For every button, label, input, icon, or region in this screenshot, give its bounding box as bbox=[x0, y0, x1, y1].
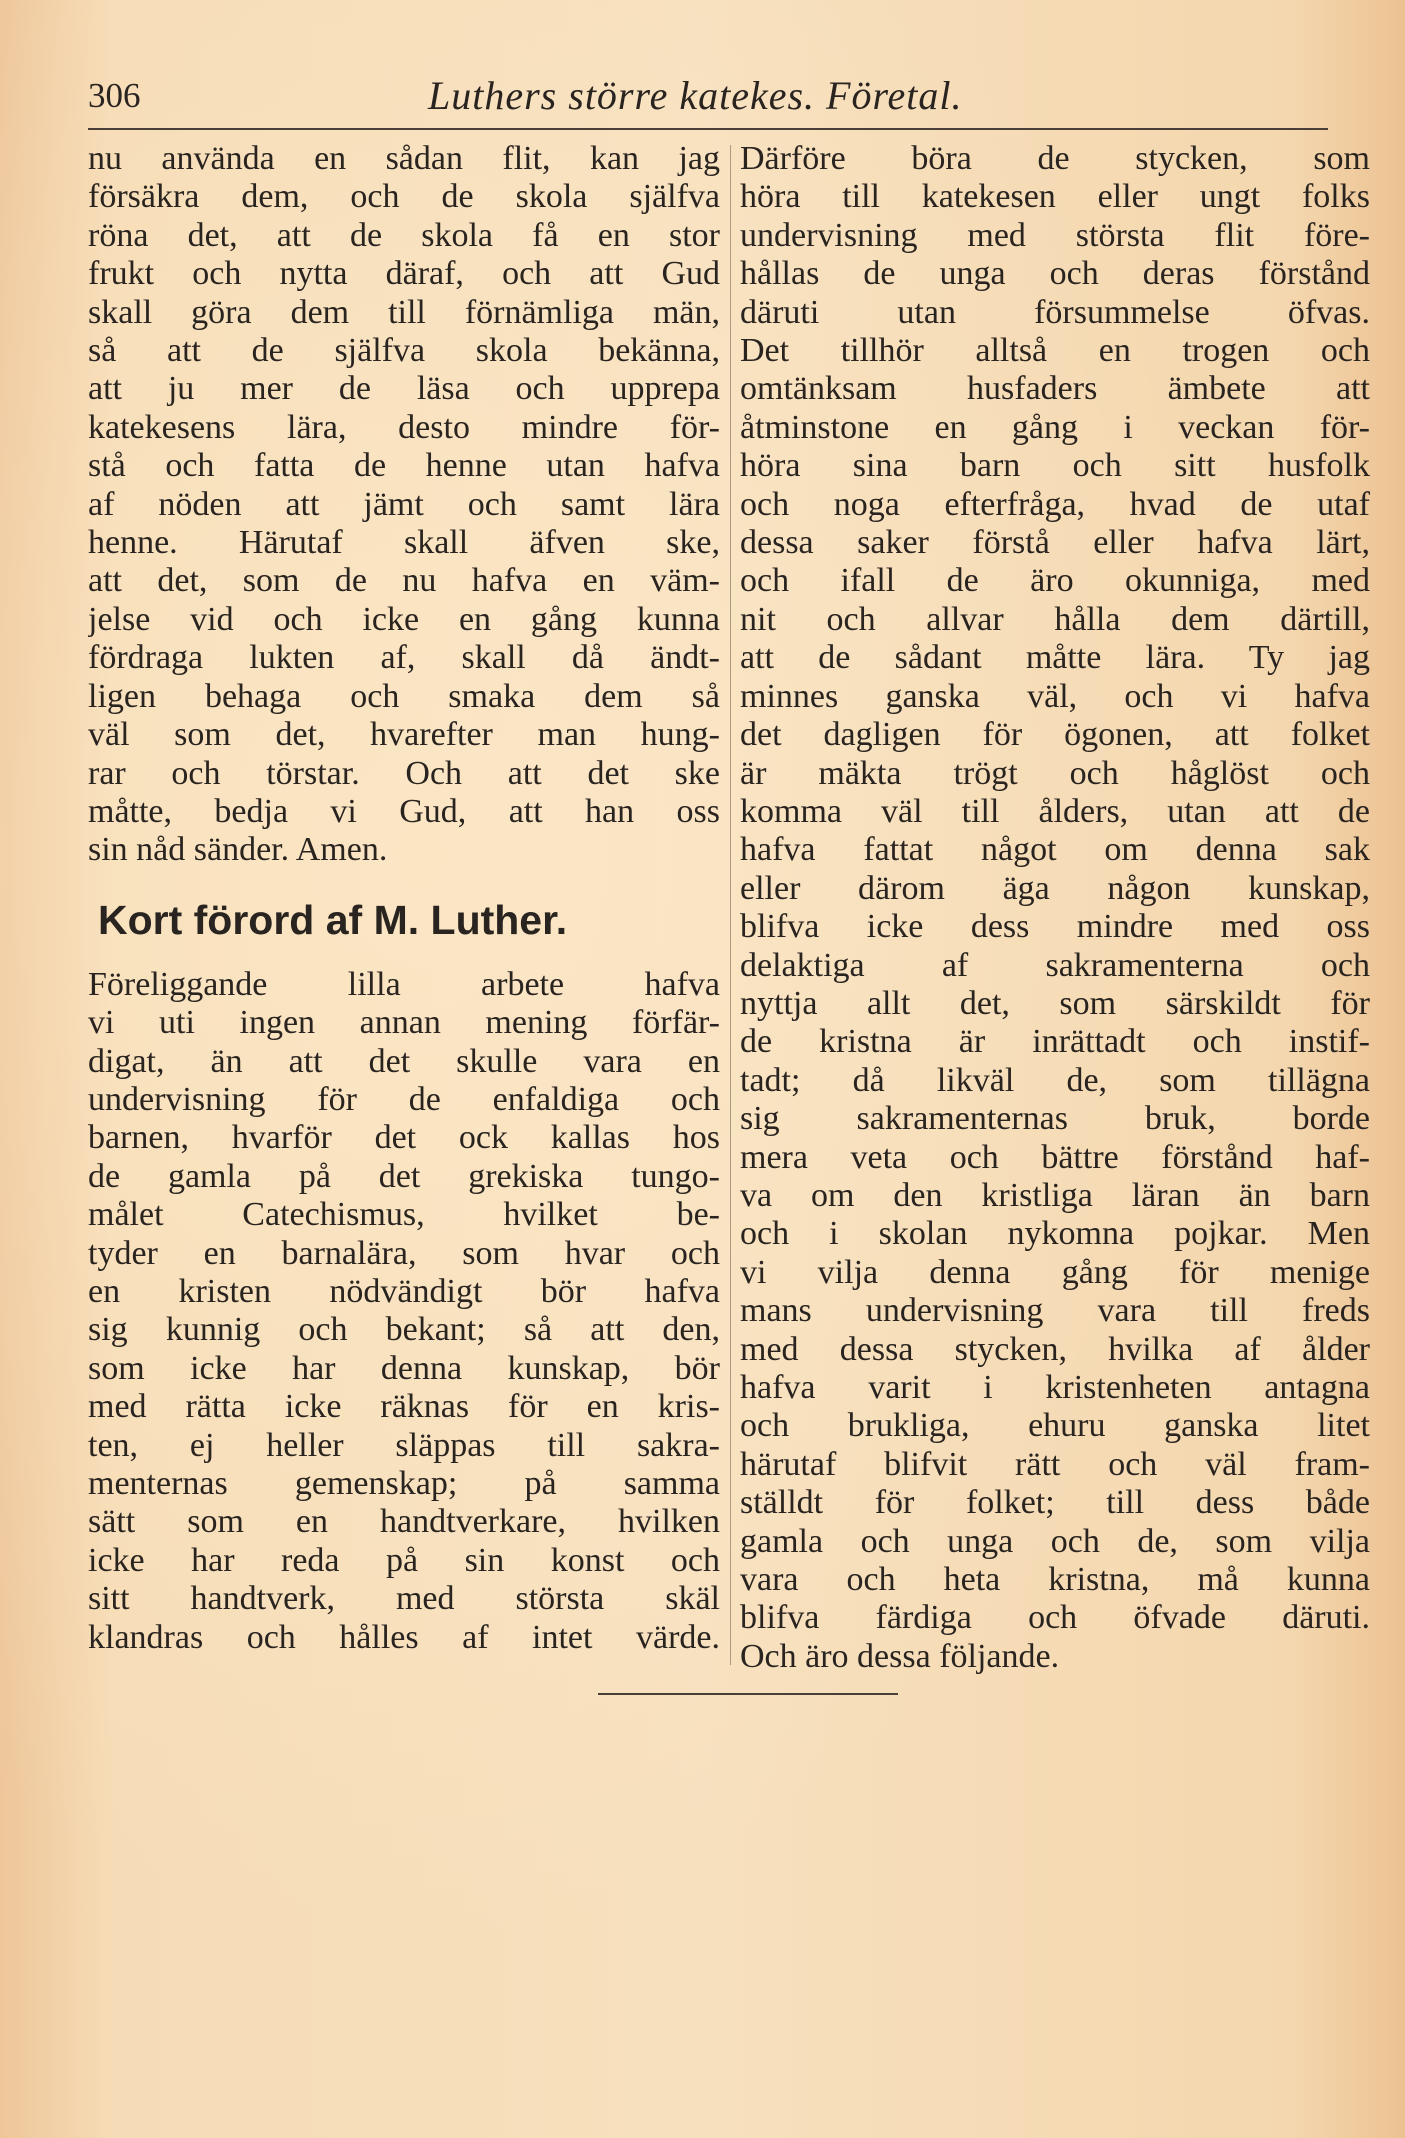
left-column-text-top bbox=[88, 140, 720, 870]
text-line: undervisning med största flit före- bbox=[740, 216, 1370, 254]
text-line: Föreliggande lilla arbete hafva bbox=[88, 965, 720, 1003]
section-heading: Kort förord af M. Luther. bbox=[98, 896, 568, 943]
right-column-text bbox=[740, 140, 1370, 1676]
text-line: åtminstone en gång i veckan för- bbox=[740, 408, 1370, 446]
text-line: omtänksam husfaders ämbete att bbox=[740, 370, 1370, 408]
text-line: mera veta och bättre förstånd haf- bbox=[740, 1138, 1370, 1176]
text-line: och i skolan nykomna pojkar. Men bbox=[740, 1215, 1370, 1253]
text-line: väl som det, hvarefter man hung- bbox=[88, 716, 720, 754]
left-column bbox=[88, 140, 720, 1657]
text-line: eller därom äga någon kunskap, bbox=[740, 869, 1370, 907]
text-line: och noga efterfråga, hvad de utaf bbox=[740, 485, 1370, 523]
text-line: icke har reda på sin konst och bbox=[88, 1541, 720, 1579]
text-line: katekesens lära, desto mindre för- bbox=[88, 408, 720, 446]
text-line: delaktiga af sakramenterna och bbox=[740, 946, 1370, 984]
page-number: 306 bbox=[88, 76, 141, 115]
right-column bbox=[740, 140, 1370, 1676]
text-line: af nöden att jämt och samt lära bbox=[88, 485, 720, 523]
text-line: med dessa stycken, hvilka af ålder bbox=[740, 1330, 1370, 1368]
text-line: fördraga lukten af, skall då ändt- bbox=[88, 639, 720, 677]
text-line: däruti utan försummelse öfvas. bbox=[740, 293, 1370, 331]
text-line: digat, än att det skulle vara en bbox=[88, 1042, 720, 1080]
text-line: och brukliga, ehuru ganska litet bbox=[740, 1407, 1370, 1445]
page-header bbox=[88, 72, 1328, 130]
text-line: stå och fatta de henne utan hafva bbox=[88, 447, 720, 485]
text-line: Därföre böra de stycken, som bbox=[740, 140, 1370, 177]
text-line: målet Catechismus, hvilket be- bbox=[88, 1196, 720, 1234]
text-line: som icke har denna kunskap, bör bbox=[88, 1349, 720, 1387]
text-line: så att de själfva skola bekänna, bbox=[88, 332, 720, 370]
text-line: vi vilja denna gång för menige bbox=[740, 1253, 1370, 1291]
text-line: hafva varit i kristenheten antagna bbox=[740, 1369, 1370, 1406]
text-line: och ifall de äro okunniga, med bbox=[740, 562, 1370, 600]
text-line: ten, ej heller släppas till sakra- bbox=[88, 1426, 720, 1464]
text-line: frukt och nytta däraf, och att Gud bbox=[88, 255, 720, 293]
text-line: skall göra dem till förnämliga män, bbox=[88, 293, 720, 331]
text-line: härutaf blifvit rätt och väl fram- bbox=[740, 1445, 1370, 1483]
text-line: rar och törstar. Och att det ske bbox=[88, 754, 720, 792]
text-line: nit och allvar hålla dem därtill, bbox=[740, 600, 1370, 638]
text-line: gamla och unga och de, som vilja bbox=[740, 1522, 1370, 1560]
text-line: måtte, bedja vi Gud, att han oss bbox=[88, 792, 720, 830]
end-rule bbox=[598, 1693, 898, 1695]
text-line: ligen behaga och smaka dem så bbox=[88, 677, 720, 715]
text-line: Det tillhör alltså en trogen och bbox=[740, 332, 1370, 370]
left-column-text-bottom bbox=[88, 966, 720, 1657]
text-line: att de sådant måtte lära. Ty jag bbox=[740, 639, 1370, 677]
text-line: röna det, att de skola få en stor bbox=[88, 216, 720, 254]
text-line: nu använda en sådan flit, kan jag bbox=[88, 140, 720, 177]
text-line: sitt handtverk, med största skäl bbox=[88, 1580, 720, 1618]
text-line: vara och heta kristna, må kunna bbox=[740, 1561, 1370, 1599]
text-line: tadt; då likväl de, som tillägna bbox=[740, 1061, 1370, 1099]
text-line: sig sakramenternas bruk, borde bbox=[740, 1100, 1370, 1138]
text-line: tyder en barnalära, som hvar och bbox=[88, 1234, 720, 1272]
text-line: menternas gemenskap; på samma bbox=[88, 1465, 720, 1502]
text-line: vi uti ingen annan mening förfär- bbox=[88, 1004, 720, 1042]
text-line: blifva icke dess mindre med oss bbox=[740, 908, 1370, 946]
text-line: mans undervisning vara till freds bbox=[740, 1292, 1370, 1330]
text-line: klandras och hålles af intet värde. bbox=[88, 1618, 720, 1656]
text-line: de gamla på det grekiska tungo- bbox=[88, 1157, 720, 1195]
text-line: komma väl till ålders, utan att de bbox=[740, 792, 1370, 830]
text-line: sin nåd sänder. Amen. bbox=[88, 831, 388, 869]
text-line: blifva färdiga och öfvade däruti. bbox=[740, 1599, 1370, 1637]
text-line: minnes ganska väl, och vi hafva bbox=[740, 677, 1370, 715]
text-line: det dagligen för ögonen, att folket bbox=[740, 716, 1370, 754]
text-line: att det, som de nu hafva en väm- bbox=[88, 562, 720, 600]
column-divider bbox=[730, 145, 731, 1665]
text-line: jelse vid och icke en gång kunna bbox=[88, 600, 720, 638]
text-line: att ju mer de läsa och upprepa bbox=[88, 370, 720, 408]
text-line: hållas de unga och deras förstånd bbox=[740, 255, 1370, 293]
text-line: försäkra dem, och de skola själfva bbox=[88, 178, 720, 216]
text-line: de kristna är inrättadt och instif- bbox=[740, 1023, 1370, 1061]
text-line: med rätta icke räknas för en kris- bbox=[88, 1388, 720, 1426]
text-line: barnen, hvarför det ock kallas hos bbox=[88, 1119, 720, 1157]
text-line: henne. Härutaf skall äfven ske, bbox=[88, 524, 720, 562]
text-line: höra till katekesen eller ungt folks bbox=[740, 178, 1370, 216]
text-line: Och äro dessa följande. bbox=[740, 1637, 1060, 1675]
running-title: Luthers större katekes. Företal. bbox=[428, 73, 963, 118]
text-line: höra sina barn och sitt husfolk bbox=[740, 447, 1370, 485]
text-line: sig kunnig och bekant; så att den, bbox=[88, 1311, 720, 1349]
text-line: ställdt för folket; till dess både bbox=[740, 1484, 1370, 1522]
text-line: va om den kristliga läran än barn bbox=[740, 1176, 1370, 1214]
text-line: sätt som en handtverkare, hvilken bbox=[88, 1503, 720, 1541]
text-line: nyttja allt det, som särskildt för bbox=[740, 984, 1370, 1022]
text-line: undervisning för de enfaldiga och bbox=[88, 1080, 720, 1118]
text-line: hafva fattat något om denna sak bbox=[740, 831, 1370, 869]
text-line: dessa saker förstå eller hafva lärt, bbox=[740, 524, 1370, 562]
text-line: en kristen nödvändigt bör hafva bbox=[88, 1272, 720, 1310]
text-line: är mäkta trögt och håglöst och bbox=[740, 754, 1370, 792]
